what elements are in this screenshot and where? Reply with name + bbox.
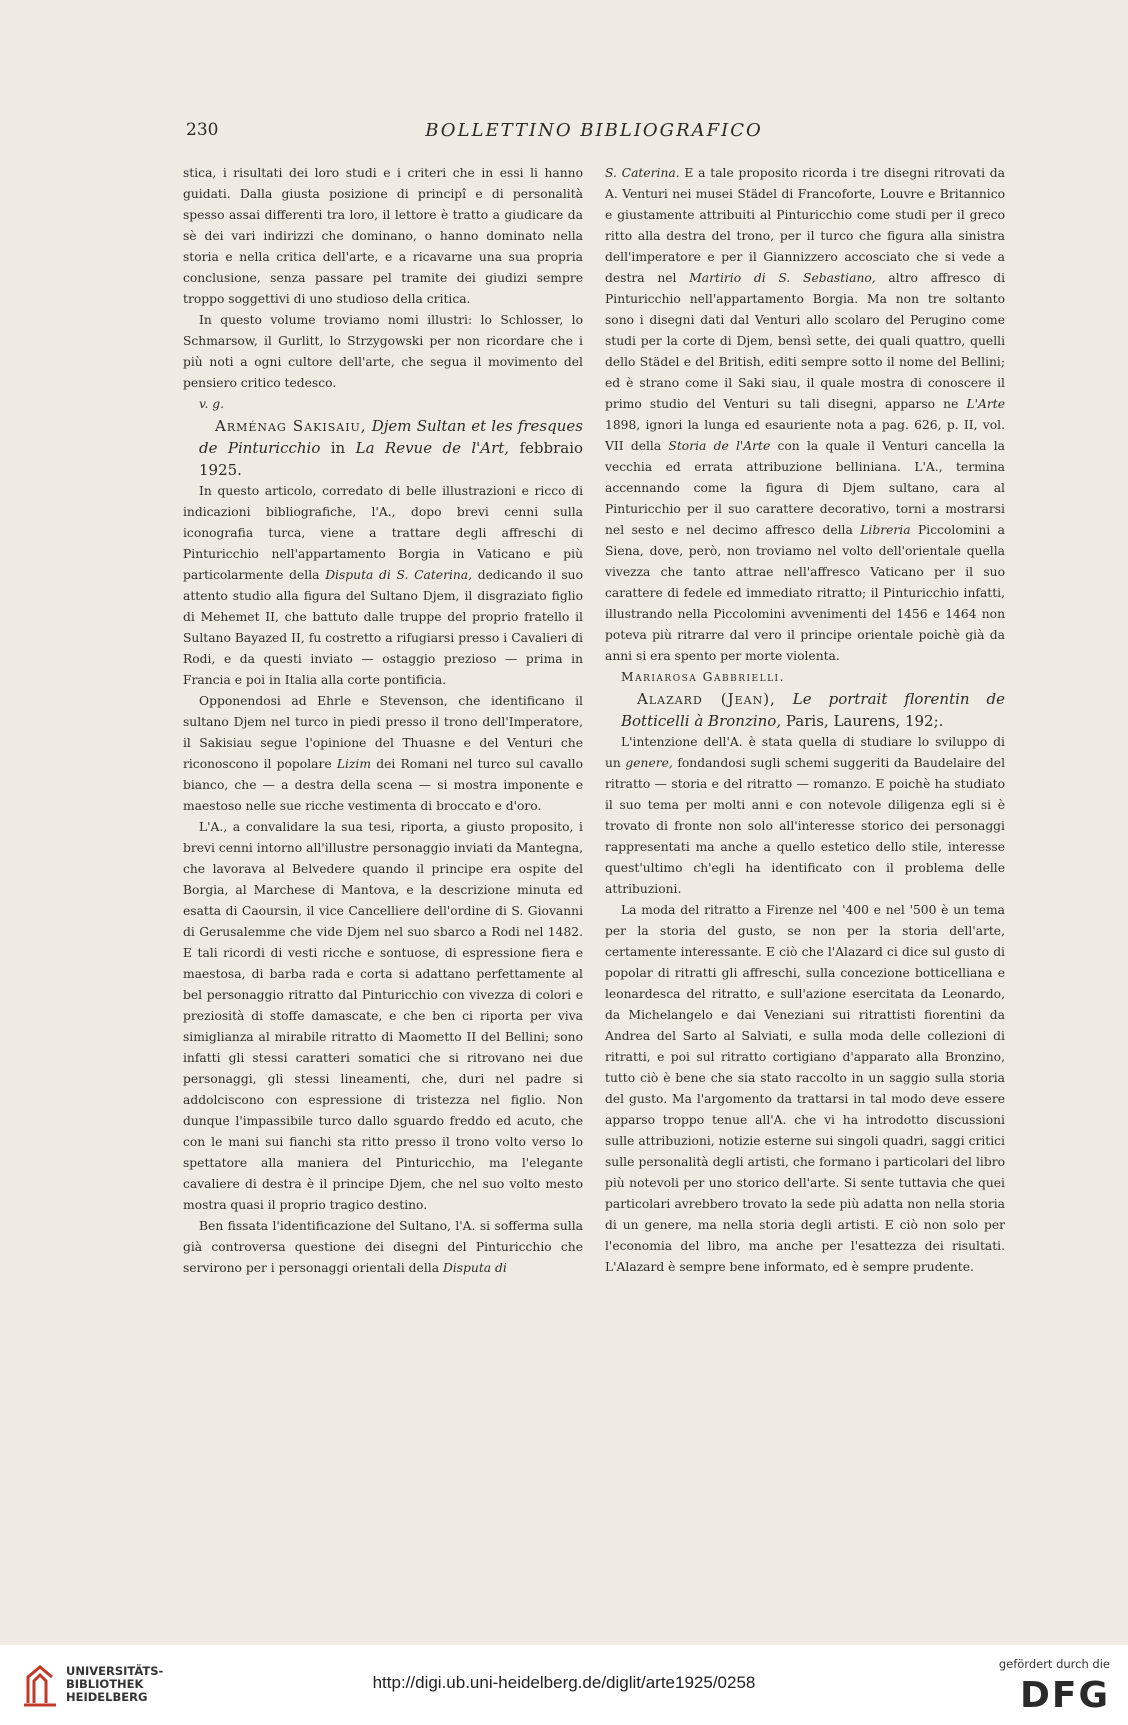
review-date: febbraio 1925. (199, 439, 584, 479)
text-run: E a tale proposito ricorda i tre disegni ritrovati da A. Venturi nei musei Städel di Francoforte, Louvre e Britannico e giustamente attribuiti al Pinturicchio come studi per il greco ritto alla destra del trono, per il turco che figura alla sinistra dell'imperatore e per il Giannizzero accosciato che si vede a destra nel (605, 166, 1006, 285)
italic-run: Martirio di S. Sebastiano, (689, 271, 876, 285)
text-run: Piccolomini a Siena, dove, però, non troviamo nel volto dell'orientale quella vivezza che tanto attrae nell'affresco Vaticano per il suo carattere di fedele ed immediato ritratto; il Pinturicchio infatti, illustrando nella Piccolomini avvenimenti del 1456 e 1464 non poteva più ritrarre dal vero il principe orientale poichè già da anni si era spento per morte violenta. (605, 523, 1005, 663)
signature: Mariarosa Gabbrielli. (621, 670, 786, 684)
left-column (183, 163, 583, 1279)
paragraph: stica, i risultati dei loro studi e i criteri che in essi li hanno guidati. Dalla giusta posizione di principî e di personalità spesso assai differenti tra loro, il lettore è tratto a giudicare da sè dei vari indirizzi che dominano, o hanno dominato nella storia e nella critica dell'arte, e a ricavarne una sua propria conclusione, senza passare pel tramite dei giudizi sempre troppo soggettivi di uno studioso della critica. (183, 166, 583, 306)
paragraph: La moda del ritratto a Firenze nel '400 e nel '500 è un tema per la storia del gusto, se non per la storia dell'arte, certamente interessante. E ciò che l'Alazard ci dice sul gusto di popolar di ritratti gli affreschi, sulla concezione botticelliana e leonardesca del ritratto, e sull'azione esercitata da Leonardo, da Michelangelo e dai Veneziani sui ritrattisti fiorentini da Andrea del Sarto al Salviati, e sulla moda delle collezioni di ritratti, e poi sul ritratto cortigiano d'apparato alla Bronzino, tutto ciò è bene che sia stato raccolto in un saggio sulla storia del gusto. Ma l'argomento da trattarsi in tal modo deve essere apparso troppo tenue all'A. che vi ha introdotto discussioni sulle attribuzioni, notizie esterne sui singoli quadri, saggi critici sulle personalità degli artisti, che formano i particolari del libro più notevoli per uno storico dell'arte. Si sente tuttavia che quei particolari avrebbero trovato la sede più adatta non nella storia di un genere, ma nella storia degli artisti. E ciò non solo per l'economia del libro, ma anche per l'esattezza dei risultati. L'Alazard è sempre bene informato, ed è sempre prudente. (605, 903, 1005, 1274)
text-run: Ben fissata l'identificazione del Sultano, l'A. si sofferma sulla già controversa questione dei disegni del Pinturicchio che servirono per i personaggi orientali della (183, 1219, 583, 1275)
review-heading (605, 688, 1005, 732)
review-author: Alazard (Jean), (637, 690, 776, 708)
italic-run: Storia de l'Arte (668, 439, 771, 453)
review-author: Arménag Sakisaiu, (215, 417, 367, 435)
text-run: fondandosi sugli schemi suggeriti da Baudelaire del ritratto — storia e del ritratto — romanzo. E poichè ha studiato il suo tema per molti anni e con notevole diligenza egli si è trovato di fronte non solo all'interesse storico dei personaggi rappresentati ma anche a quello estetico dello stile, interesse quest'ultimo ch'egli ha identificato con il problema delle attribuzioni. (605, 756, 1006, 896)
review-heading (183, 415, 583, 481)
review-publisher: Paris, Laurens, 192;. (781, 712, 944, 730)
paragraph (183, 691, 583, 817)
page-number: 230 (186, 120, 219, 140)
dfg-logo-icon[interactable]: DFG (1019, 1675, 1110, 1716)
text-run: Opponendosi ad Ehrle e Stevenson, che identificano il sultano Djem nel turco in piedi presso il trono dell'Imperatore, il Sakisiau segue l'opinione del Thuasne e del Venturi che riconoscono il popolare (183, 694, 583, 771)
library-name-line: UNIVERSITÄTS- (66, 1664, 164, 1678)
text-run: dei Romani nel turco sul cavallo bianco, che — a destra della scena — si mostra imponente e maestoso nelle sue ricche vestimenta di broccato e d'oro. (183, 757, 583, 813)
paragraph: L'A., a convalidare la sua tesi, riporta, a giusto proposito, i brevi cenni intorno all'illustre personaggio inviati da Mantegna, che lavorava al Belvedere quando il principe era ospite del Borgia, al Marchese di Mantova, e la descrizione minuta ed esatta di Caoursin, il vice Cancelliere dell'ordine di S. Giovanni di Gerusalemme che vide Djem nel suo sbarco a Rodi nel 1482. E tali ricordi di vesti ricche e sontuose, di espressione fiera e maestosa, di barba rada e corta si adattano perfettamente al bel personaggio ritratto dal Pinturicchio con vivezza di colori e preziosità di stoffe damascate, e che ben ci riporta per viva simiglianza al mirabile ritratto di Maometto II del Bellini; sono infatti gli stessi caratteri somatici che si ritrovano nei due personaggi, gli stessi lineamenti, che, duri nel padre si addolciscono con espressione di tristezza nel figlio. Non dunque l'impassibile turco dallo sguardo freddo ed acuto, che con le mani sui fianchi sta ritto presso il trono volto verso lo spettatore alla maniera del Pinturicchio, ma l'elegante cavaliere di destra è il principe Djem, che nel suo volto mesto mostra quasi il proprio tragico destino. (183, 820, 583, 1212)
library-name-line: HEIDELBERG (66, 1690, 148, 1704)
paragraph (183, 481, 583, 691)
viewer-footer (0, 1645, 1128, 1725)
text-run: 1898, ignori la lunga ed esauriente nota a pag. 626, p. II, vol. VII della (605, 418, 1005, 453)
library-name-line: BIBLIOTHEK (66, 1677, 144, 1691)
review-journal: La Revue de l'Art, (355, 439, 510, 457)
italic-run: S. Caterina. (605, 166, 680, 180)
italic-run: L'Arte (966, 397, 1005, 411)
page-header (186, 120, 1002, 146)
right-column (605, 163, 1005, 1278)
text-run: dedicando il suo attento studio alla figura del Sultano Djem, il disgraziato figlio di Mehemet II, che battuto dalle truppe del proprio fratello il Sultano Bayazed II, fu costretto a rifugiarsi presso i Cavalieri di Rodi, e da questi inviato — ostaggio prezioso — prima in Francia e poi in Italia alla corte pontificia. (183, 568, 583, 687)
paragraph: In questo volume troviamo nomi illustri: lo Schlosser, lo Schmarsow, il Gurlitt, lo Strzygowski per non ricordare che i più noti a ogni cultore dell'arte, che segua il movimento del pensiero critico tedesco. (183, 313, 583, 390)
paragraph (605, 163, 1005, 667)
running-title: BOLLETTINO BIBLIOGRAFICO (425, 120, 763, 141)
review-title: Le portrait florentin de Botticelli à Bronzino, (621, 690, 1005, 730)
funder-caption: gefördert durch die (998, 1657, 1110, 1671)
italic-run: Disputa di (442, 1261, 507, 1275)
italic-run: Libreria (860, 523, 911, 537)
paragraph (605, 732, 1005, 900)
italic-run: genere, (625, 756, 673, 770)
signature: v. g. (199, 397, 225, 411)
review-title: Djem Sultan et les fresques de Pinturicchio (199, 417, 583, 457)
permalink-url[interactable]: http://digi.ub.uni-heidelberg.de/diglit/arte1925/0258 (372, 1673, 756, 1692)
text-run: L'intenzione dell'A. è stata quella di studiare lo sviluppo di un (605, 735, 1005, 770)
paragraph (183, 1216, 583, 1279)
text-run: altro affresco di Pinturicchio nell'appartamento Borgia. Ma non tre soltanto sono i disegni dati dal Venturi allo scolaro del Perugino come studi per la corte di Djem, bensì sette, dei quali quattro, quelli dello Städel e del British, editi sempre sotto il nome del Bellini; ed è strano come il Saki siau, il quale mostra di conoscere il primo studio del Venturi su tali disegni, apparso ne (605, 271, 1005, 411)
italic-run: Disputa di S. Caterina, (325, 568, 473, 582)
text-run: con la quale il Venturi cancella la vecchia ed errata attribuzione belliniana. L'A., termina accennando come la figura di Djem sultano, cara al Pinturicchio per il suo carattere decorativo, torni a mostrarsi nel sesto e nel decimo affresco della (605, 439, 1006, 537)
review-in: in (320, 439, 356, 457)
text-run: In questo articolo, corredato di belle illustrazioni e ricco di indicazioni bibliografiche, l'A., dopo brevi cenni sulla iconografia turca, viene a trattare degli affreschi di Pinturicchio nell'appartamento Borgia in Vaticano e più particolarmente della (183, 484, 583, 582)
italic-run: Lizim (336, 757, 372, 771)
